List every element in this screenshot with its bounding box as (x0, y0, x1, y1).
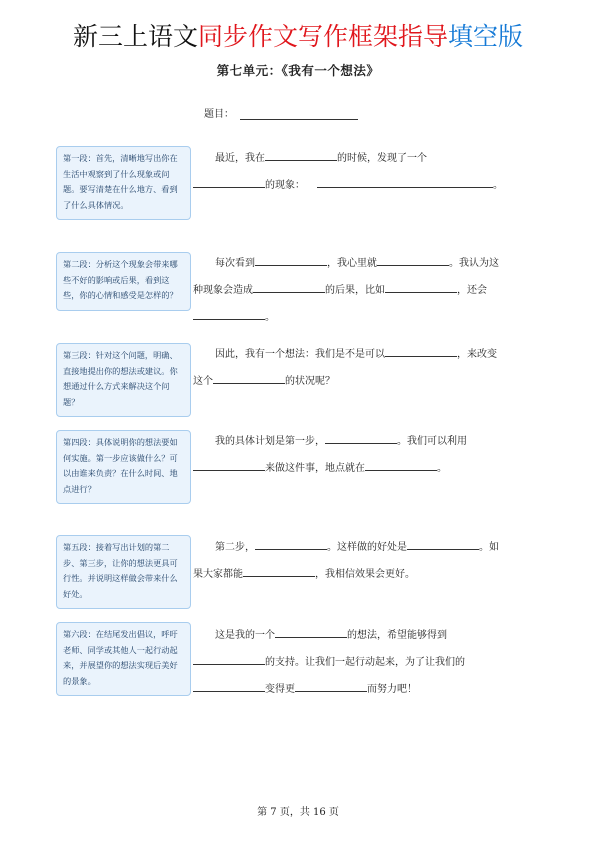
p1-blank-3[interactable] (317, 174, 493, 188)
header-black-text: 新三上语文 (72, 22, 198, 51)
p6-text-2: 的想法，希望能够得到 (347, 630, 447, 641)
p3-text-2: ，来改变这个 (193, 349, 497, 387)
p4-text-1: 我的具体计划是第一步， (215, 436, 325, 447)
p3-blank-2[interactable] (213, 370, 285, 384)
p6-text-4: 变得更 (265, 684, 295, 695)
p6-blank-1[interactable] (275, 624, 347, 638)
p1-text-4: 。 (493, 180, 503, 191)
p4-text-2: 。我们可以利用 (397, 436, 467, 447)
guide-box-3: 第三段：针对这个问题，明确、直接地提出你的想法或建议。你想通过什么方式来解决这个问题？ (56, 343, 191, 417)
p1-blank-1[interactable] (265, 147, 337, 161)
header-red-text: 同步作文写作框架指导 (197, 22, 448, 51)
p5-blank-1[interactable] (255, 536, 327, 550)
p2-blank-2[interactable] (377, 252, 449, 266)
p4-blank-1[interactable] (325, 430, 397, 444)
p5-blank-2[interactable] (407, 536, 479, 550)
p5-text-3: 。如果大家都能 (193, 542, 499, 580)
guide-box-5: 第五段：接着写出计划的第二步、第三步，让你的想法更具可行性。并说明这样做会带来什么好处。 (56, 535, 191, 609)
p2-text-5: ，还会 (457, 285, 487, 296)
page-header (0, 20, 596, 54)
header-blue-text: 填空版 (448, 22, 524, 51)
guide-box-2: 第二段：分析这个现象会带来哪些不好的影响或后果，看到这些，你的心情和感受是怎样的？ (56, 252, 191, 311)
paragraph-1 (193, 145, 503, 199)
paragraph-3 (193, 341, 503, 395)
paragraph-2 (193, 250, 503, 331)
p5-text-1: 第二步， (215, 542, 255, 553)
p2-text-6: 。 (265, 312, 275, 323)
unit-subtitle: 第七单元：《我有一个想法》 (216, 63, 380, 78)
p2-blank-1[interactable] (255, 252, 327, 266)
p3-text-3: 的状况呢？ (285, 376, 335, 387)
guide-box-6: 第六段：在结尾发出倡议，呼吁老师、同学或其他人一起行动起来，并展望你的想法实现后美好的景象。 (56, 622, 191, 696)
p2-blank-3[interactable] (253, 279, 325, 293)
p2-text-4: 的后果，比如 (325, 285, 385, 296)
p6-blank-2[interactable] (193, 651, 265, 665)
paragraph-4 (193, 428, 503, 482)
p6-text-1: 这是我的一个 (215, 630, 275, 641)
p2-blank-5[interactable] (193, 306, 265, 320)
p5-blank-3[interactable] (243, 563, 315, 577)
p2-text-1: 每次看到 (215, 258, 255, 269)
p1-text-1: 最近，我在 (215, 153, 265, 164)
p2-text-3: 。我认为这种现象会造成 (193, 258, 499, 296)
p3-blank-1[interactable] (385, 343, 457, 357)
p3-text-1: 因此，我有一个想法：我们是不是可以 (215, 349, 385, 360)
p5-text-4: ，我相信效果会更好。 (315, 569, 415, 580)
p2-text-2: ，我心里就 (327, 258, 377, 269)
p4-blank-3[interactable] (365, 457, 437, 471)
p4-text-4: 。 (437, 463, 447, 474)
paragraph-5 (193, 534, 503, 588)
p6-text-3: 的支持。让我们一起行动起来，为了让我们的 (265, 657, 465, 668)
title-label: 题目： (204, 109, 234, 120)
p2-blank-4[interactable] (385, 279, 457, 293)
p4-text-3: 来做这件事，地点就在 (265, 463, 365, 474)
p4-blank-2[interactable] (193, 457, 265, 471)
page-footer: 第 7 页，共 16 页 (257, 807, 339, 818)
p1-text-2: 的时候，发现了一个 (337, 153, 427, 164)
p6-text-5: 而努力吧！ (367, 684, 417, 695)
title-row (204, 105, 358, 120)
p1-text-3: 的现象： (265, 180, 305, 191)
p5-text-2: 。这样做的好处是 (327, 542, 407, 553)
title-blank[interactable] (240, 105, 358, 120)
guide-box-4: 第四段：具体说明你的想法要如何实施。第一步应该做什么？可以由谁来负责？在什么时间、地点进行？ (56, 430, 191, 504)
p1-blank-2[interactable] (193, 174, 265, 188)
p6-blank-4[interactable] (295, 678, 367, 692)
guide-box-1: 第一段：首先，清晰地写出你在生活中观察到了什么现象或问题。要写清楚在什么地方、看到了什么具体情况。 (56, 146, 191, 220)
paragraph-6 (193, 622, 503, 703)
p6-blank-3[interactable] (193, 678, 265, 692)
